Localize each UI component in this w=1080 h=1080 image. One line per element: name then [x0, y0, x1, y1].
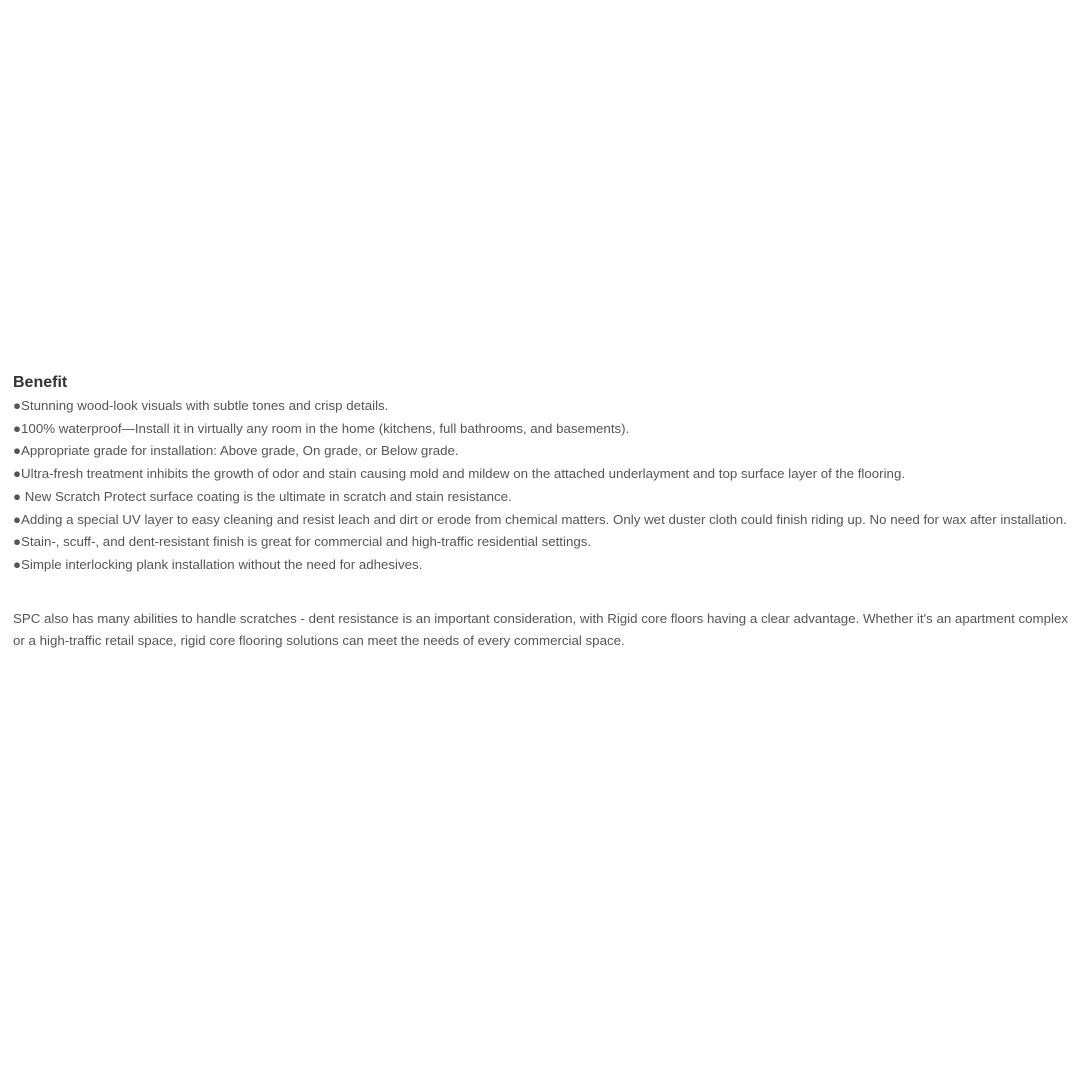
benefit-item: ● New Scratch Protect surface coating is the ultimate in scratch and stain resistance.	[13, 488, 512, 504]
benefit-item: ●Simple interlocking plank installation without the need for adhesives.	[13, 556, 423, 572]
summary-paragraph: SPC also has many abilities to handle scratches - dent resistance is an important consideration, with Rigid core floors having a clear advantage. Whether it's an apartment complex or a high-traffic retail space, rigid core flooring solutions can meet the needs of every commercial space.	[13, 610, 1069, 649]
benefit-heading: Benefit	[13, 374, 68, 391]
benefit-item: ●Adding a special UV layer to easy cleaning and resist leach and dirt or erode from chemical matters. Only wet duster cloth could finish riding up. No need for wax after installation.	[13, 511, 1067, 527]
benefit-item: ●Ultra-fresh treatment inhibits the growth of odor and stain causing mold and mildew on the attached underlayment and top surface layer of the flooring.	[13, 466, 906, 482]
benefit-item: ●100% waterproof—Install it in virtually any room in the home (kitchens, full bathrooms, and basements).	[13, 420, 630, 436]
benefit-item: ●Stunning wood-look visuals with subtle tones and crisp details.	[13, 398, 389, 413]
benefit-list	[13, 395, 1073, 577]
benefit-item: ●Stain-, scuff-, and dent-resistant finish is great for commercial and high-traffic residential settings.	[13, 534, 592, 550]
benefit-item: ●Appropriate grade for installation: Above grade, On grade, or Below grade.	[13, 443, 459, 459]
document-content	[13, 371, 1073, 653]
